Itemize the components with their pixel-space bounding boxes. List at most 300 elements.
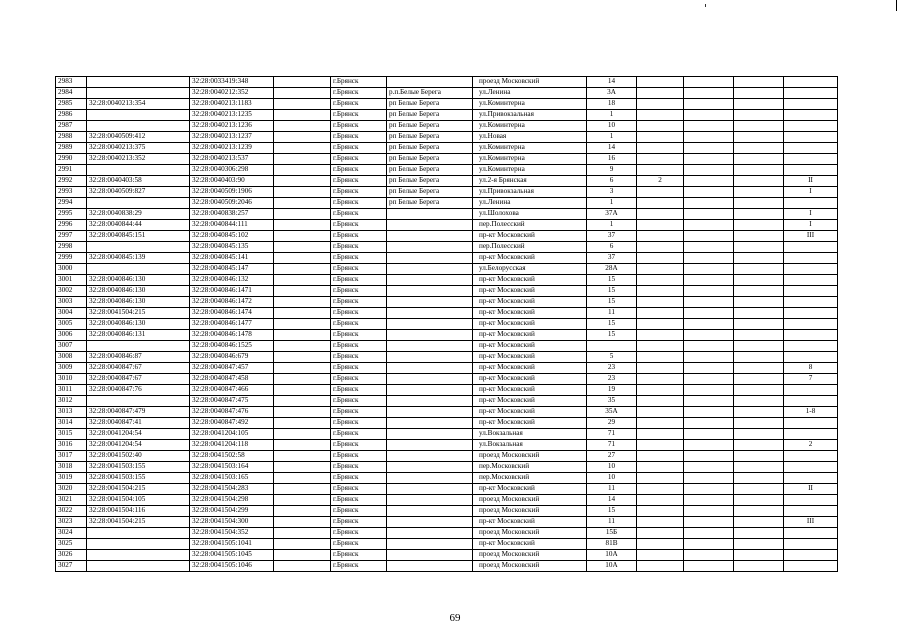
building-cadastral-number-cell: 32:28:0041503:164: [190, 462, 274, 473]
land-cadastral-number-cell: 32:28:0040846:130: [87, 286, 190, 297]
room-cell: [734, 374, 784, 385]
street-cell: пр-кт Московский: [473, 352, 587, 363]
apartment-cell: [684, 385, 734, 396]
building-cadastral-number-cell: 32:28:0040845:135: [190, 242, 274, 253]
settlement-cell: [387, 242, 473, 253]
building-cadastral-number-cell: 32:28:0040845:147: [190, 264, 274, 275]
extra-designation-cell: [784, 341, 838, 352]
room-cell: [734, 110, 784, 121]
room-cell: [734, 209, 784, 220]
city-cell: г.Брянск: [331, 154, 387, 165]
apartment-cell: [684, 110, 734, 121]
building-cadastral-number-cell: 32:28:0040509:2046: [190, 198, 274, 209]
building-cell: [637, 253, 684, 264]
settlement-cell: [387, 209, 473, 220]
settlement-cell: [387, 550, 473, 561]
blank-column-cell: [274, 319, 331, 330]
building-cadastral-number-cell: 32:28:0040846:1478: [190, 330, 274, 341]
apartment-cell: [684, 429, 734, 440]
blank-column-cell: [274, 297, 331, 308]
city-cell: г.Брянск: [331, 220, 387, 231]
row-number-cell: 2983: [56, 77, 87, 88]
extra-designation-cell: [784, 297, 838, 308]
apartment-cell: [684, 253, 734, 264]
street-cell: ул.Коминтерна: [473, 165, 587, 176]
blank-column-cell: [274, 440, 331, 451]
row-number-cell: 2985: [56, 99, 87, 110]
extra-designation-cell: [784, 154, 838, 165]
table-row: [56, 165, 838, 176]
building-cadastral-number-cell: 32:28:0040846:1471: [190, 286, 274, 297]
street-cell: пр-кт Московский: [473, 319, 587, 330]
street-cell: ул.Коминтерна: [473, 99, 587, 110]
building-cell: [637, 539, 684, 550]
extra-designation-cell: [784, 396, 838, 407]
extra-designation-cell: I: [784, 220, 838, 231]
extra-designation-cell: [784, 121, 838, 132]
city-cell: г.Брянск: [331, 473, 387, 484]
apartment-cell: [684, 264, 734, 275]
building-cell: [637, 99, 684, 110]
blank-column-cell: [274, 473, 331, 484]
table-row: [56, 209, 838, 220]
house-number-cell: 15: [587, 506, 637, 517]
registry-table: [55, 76, 838, 572]
row-number-cell: 3023: [56, 517, 87, 528]
land-cadastral-number-cell: 32:28:0041504:215: [87, 308, 190, 319]
settlement-cell: [387, 396, 473, 407]
land-cadastral-number-cell: [87, 88, 190, 99]
row-number-cell: 3026: [56, 550, 87, 561]
apartment-cell: [684, 308, 734, 319]
extra-designation-cell: [784, 132, 838, 143]
blank-column-cell: [274, 286, 331, 297]
blank-column-cell: [274, 374, 331, 385]
room-cell: [734, 275, 784, 286]
settlement-cell: [387, 275, 473, 286]
apartment-cell: [684, 275, 734, 286]
city-cell: г.Брянск: [331, 132, 387, 143]
table-row: [56, 418, 838, 429]
building-cell: [637, 165, 684, 176]
room-cell: [734, 418, 784, 429]
house-number-cell: 29: [587, 418, 637, 429]
building-cadastral-number-cell: 32:28:0041204:105: [190, 429, 274, 440]
building-cell: [637, 407, 684, 418]
land-cadastral-number-cell: 32:28:0040847:67: [87, 363, 190, 374]
house-number-cell: 27: [587, 451, 637, 462]
blank-column-cell: [274, 220, 331, 231]
table-row: [56, 319, 838, 330]
apartment-cell: [684, 88, 734, 99]
settlement-cell: р.п.Белые Берега: [387, 88, 473, 99]
row-number-cell: 2990: [56, 154, 87, 165]
city-cell: г.Брянск: [331, 110, 387, 121]
street-cell: ул.Белорусская: [473, 264, 587, 275]
room-cell: [734, 462, 784, 473]
table-row: [56, 484, 838, 495]
apartment-cell: [684, 528, 734, 539]
building-cell: [637, 506, 684, 517]
extra-designation-cell: I: [784, 209, 838, 220]
house-number-cell: 10: [587, 473, 637, 484]
house-number-cell: 1: [587, 110, 637, 121]
city-cell: г.Брянск: [331, 341, 387, 352]
extra-designation-cell: [784, 308, 838, 319]
room-cell: [734, 253, 784, 264]
city-cell: г.Брянск: [331, 484, 387, 495]
apartment-cell: [684, 495, 734, 506]
city-cell: г.Брянск: [331, 418, 387, 429]
extra-designation-cell: [784, 143, 838, 154]
city-cell: г.Брянск: [331, 561, 387, 572]
city-cell: г.Брянск: [331, 198, 387, 209]
room-cell: [734, 495, 784, 506]
row-number-cell: 3016: [56, 440, 87, 451]
blank-column-cell: [274, 154, 331, 165]
extra-designation-cell: [784, 473, 838, 484]
row-number-cell: 3005: [56, 319, 87, 330]
settlement-cell: [387, 440, 473, 451]
house-number-cell: 6: [587, 176, 637, 187]
table-row: [56, 275, 838, 286]
building-cell: [637, 121, 684, 132]
house-number-cell: 37А: [587, 209, 637, 220]
apartment-cell: [684, 451, 734, 462]
table-row: [56, 154, 838, 165]
extra-designation-cell: [784, 550, 838, 561]
street-cell: пр-кт Московский: [473, 418, 587, 429]
room-cell: [734, 231, 784, 242]
settlement-cell: [387, 561, 473, 572]
table-row: [56, 462, 838, 473]
building-cadastral-number-cell: 32:28:0040847:457: [190, 363, 274, 374]
city-cell: г.Брянск: [331, 209, 387, 220]
room-cell: [734, 187, 784, 198]
row-number-cell: 2995: [56, 209, 87, 220]
house-number-cell: 5: [587, 352, 637, 363]
blank-column-cell: [274, 352, 331, 363]
settlement-cell: рп Белые Берега: [387, 132, 473, 143]
house-number-cell: 3: [587, 187, 637, 198]
building-cell: [637, 517, 684, 528]
land-cadastral-number-cell: [87, 242, 190, 253]
settlement-cell: [387, 330, 473, 341]
building-cell: [637, 154, 684, 165]
scan-edge-mark: [896, 0, 897, 11]
city-cell: г.Брянск: [331, 88, 387, 99]
apartment-cell: [684, 99, 734, 110]
blank-column-cell: [274, 341, 331, 352]
house-number-cell: 19: [587, 385, 637, 396]
blank-column-cell: [274, 429, 331, 440]
table-row: [56, 385, 838, 396]
city-cell: г.Брянск: [331, 286, 387, 297]
room-cell: [734, 341, 784, 352]
house-number-cell: 71: [587, 440, 637, 451]
building-cadastral-number-cell: 32:28:0041503:165: [190, 473, 274, 484]
land-cadastral-number-cell: 32:28:0040845:151: [87, 231, 190, 242]
row-number-cell: 3007: [56, 341, 87, 352]
building-cadastral-number-cell: 32:28:0040213:1239: [190, 143, 274, 154]
apartment-cell: [684, 506, 734, 517]
extra-designation-cell: [784, 99, 838, 110]
row-number-cell: 3010: [56, 374, 87, 385]
settlement-cell: рп Белые Берега: [387, 187, 473, 198]
room-cell: [734, 99, 784, 110]
blank-column-cell: [274, 132, 331, 143]
extra-designation-cell: III: [784, 517, 838, 528]
row-number-cell: 3002: [56, 286, 87, 297]
building-cell: [637, 396, 684, 407]
settlement-cell: [387, 374, 473, 385]
room-cell: [734, 363, 784, 374]
row-number-cell: 3003: [56, 297, 87, 308]
street-cell: пр-кт Московский: [473, 374, 587, 385]
extra-designation-cell: II: [784, 176, 838, 187]
house-number-cell: 6: [587, 242, 637, 253]
building-cadastral-number-cell: 32:28:0041504:299: [190, 506, 274, 517]
extra-designation-cell: III: [784, 231, 838, 242]
blank-column-cell: [274, 451, 331, 462]
extra-designation-cell: [784, 275, 838, 286]
building-cadastral-number-cell: 32:28:0040845:102: [190, 231, 274, 242]
building-cell: [637, 297, 684, 308]
building-cell: [637, 319, 684, 330]
room-cell: [734, 407, 784, 418]
city-cell: г.Брянск: [331, 429, 387, 440]
extra-designation-cell: [784, 462, 838, 473]
building-cell: [637, 341, 684, 352]
blank-column-cell: [274, 561, 331, 572]
row-number-cell: 3019: [56, 473, 87, 484]
house-number-cell: 18: [587, 99, 637, 110]
blank-column-cell: [274, 462, 331, 473]
scan-dust-mark: [705, 4, 706, 7]
room-cell: [734, 517, 784, 528]
land-cadastral-number-cell: [87, 77, 190, 88]
street-cell: пер.Полесский: [473, 220, 587, 231]
building-cell: [637, 220, 684, 231]
extra-designation-cell: I: [784, 187, 838, 198]
apartment-cell: [684, 319, 734, 330]
settlement-cell: рп Белые Берега: [387, 110, 473, 121]
table-row: [56, 374, 838, 385]
building-cadastral-number-cell: 32:28:0041504:283: [190, 484, 274, 495]
street-cell: ул.Привокзальная: [473, 110, 587, 121]
building-cell: [637, 528, 684, 539]
street-cell: пер.Полесский: [473, 242, 587, 253]
apartment-cell: [684, 187, 734, 198]
street-cell: проезд Московский: [473, 451, 587, 462]
apartment-cell: [684, 165, 734, 176]
table-row: [56, 286, 838, 297]
house-number-cell: 35: [587, 396, 637, 407]
land-cadastral-number-cell: 32:28:0040847:479: [87, 407, 190, 418]
settlement-cell: [387, 352, 473, 363]
city-cell: г.Брянск: [331, 264, 387, 275]
settlement-cell: [387, 341, 473, 352]
land-cadastral-number-cell: 32:28:0040838:29: [87, 209, 190, 220]
table-row: [56, 143, 838, 154]
house-number-cell: 15: [587, 297, 637, 308]
apartment-cell: [684, 209, 734, 220]
apartment-cell: [684, 143, 734, 154]
land-cadastral-number-cell: 32:28:0040846:130: [87, 297, 190, 308]
land-cadastral-number-cell: 32:28:0040845:139: [87, 253, 190, 264]
room-cell: [734, 176, 784, 187]
page-number: 69: [449, 612, 461, 624]
blank-column-cell: [274, 363, 331, 374]
row-number-cell: 3018: [56, 462, 87, 473]
land-cadastral-number-cell: 32:28:0041504:105: [87, 495, 190, 506]
land-cadastral-number-cell: 32:28:0040509:827: [87, 187, 190, 198]
row-number-cell: 2992: [56, 176, 87, 187]
table-row: [56, 473, 838, 484]
settlement-cell: [387, 462, 473, 473]
building-cell: [637, 286, 684, 297]
city-cell: г.Брянск: [331, 451, 387, 462]
room-cell: [734, 165, 784, 176]
row-number-cell: 2984: [56, 88, 87, 99]
building-cell: [637, 110, 684, 121]
table-row: [56, 539, 838, 550]
land-cadastral-number-cell: 32:28:0041503:155: [87, 473, 190, 484]
street-cell: пр-кт Московский: [473, 308, 587, 319]
city-cell: г.Брянск: [331, 77, 387, 88]
apartment-cell: [684, 286, 734, 297]
street-cell: ул.2-я Брянская: [473, 176, 587, 187]
building-cadastral-number-cell: 32:28:0040846:1474: [190, 308, 274, 319]
house-number-cell: 15Б: [587, 528, 637, 539]
street-cell: пр-кт Московский: [473, 396, 587, 407]
city-cell: г.Брянск: [331, 308, 387, 319]
settlement-cell: рп Белые Берега: [387, 165, 473, 176]
house-number-cell: 37: [587, 231, 637, 242]
extra-designation-cell: 1-8: [784, 407, 838, 418]
row-number-cell: 3017: [56, 451, 87, 462]
row-number-cell: 2999: [56, 253, 87, 264]
table-row: [56, 231, 838, 242]
house-number-cell: 14: [587, 495, 637, 506]
house-number-cell: 15: [587, 330, 637, 341]
blank-column-cell: [274, 275, 331, 286]
extra-designation-cell: [784, 385, 838, 396]
extra-designation-cell: [784, 561, 838, 572]
room-cell: [734, 385, 784, 396]
city-cell: г.Брянск: [331, 396, 387, 407]
building-cadastral-number-cell: 32:28:0040213:537: [190, 154, 274, 165]
city-cell: г.Брянск: [331, 495, 387, 506]
blank-column-cell: [274, 495, 331, 506]
city-cell: г.Брянск: [331, 176, 387, 187]
extra-designation-cell: [784, 495, 838, 506]
blank-column-cell: [274, 484, 331, 495]
city-cell: г.Брянск: [331, 374, 387, 385]
table-row: [56, 506, 838, 517]
extra-designation-cell: [784, 242, 838, 253]
street-cell: ул.Новая: [473, 132, 587, 143]
extra-designation-cell: [784, 418, 838, 429]
house-number-cell: 15: [587, 275, 637, 286]
city-cell: г.Брянск: [331, 165, 387, 176]
house-number-cell: 35А: [587, 407, 637, 418]
building-cadastral-number-cell: 32:28:0041504:300: [190, 517, 274, 528]
extra-designation-cell: 7: [784, 374, 838, 385]
extra-designation-cell: [784, 264, 838, 275]
room-cell: [734, 77, 784, 88]
table-row: [56, 396, 838, 407]
table-row: [56, 220, 838, 231]
blank-column-cell: [274, 330, 331, 341]
building-cadastral-number-cell: 32:28:0040846:1525: [190, 341, 274, 352]
house-number-cell: 11: [587, 517, 637, 528]
row-number-cell: 2994: [56, 198, 87, 209]
table-row: [56, 297, 838, 308]
apartment-cell: [684, 77, 734, 88]
building-cell: [637, 352, 684, 363]
apartment-cell: [684, 231, 734, 242]
row-number-cell: 2998: [56, 242, 87, 253]
land-cadastral-number-cell: [87, 110, 190, 121]
room-cell: [734, 143, 784, 154]
extra-designation-cell: [784, 77, 838, 88]
settlement-cell: [387, 297, 473, 308]
blank-column-cell: [274, 418, 331, 429]
table-row: [56, 308, 838, 319]
settlement-cell: рп Белые Берега: [387, 176, 473, 187]
building-cadastral-number-cell: 32:28:0040509:1906: [190, 187, 274, 198]
room-cell: [734, 286, 784, 297]
building-cadastral-number-cell: 32:28:0040213:1237: [190, 132, 274, 143]
land-cadastral-number-cell: 32:28:0040213:375: [87, 143, 190, 154]
building-cadastral-number-cell: 32:28:0040845:141: [190, 253, 274, 264]
street-cell: ул.Ленина: [473, 88, 587, 99]
table-row: [56, 110, 838, 121]
settlement-cell: рп Белые Берега: [387, 121, 473, 132]
land-cadastral-number-cell: 32:28:0040844:44: [87, 220, 190, 231]
blank-column-cell: [274, 99, 331, 110]
blank-column-cell: [274, 231, 331, 242]
land-cadastral-number-cell: 32:28:0041204:54: [87, 440, 190, 451]
building-cadastral-number-cell: 32:28:0040213:1236: [190, 121, 274, 132]
row-number-cell: 2991: [56, 165, 87, 176]
row-number-cell: 3011: [56, 385, 87, 396]
city-cell: г.Брянск: [331, 99, 387, 110]
street-cell: пр-кт Московский: [473, 286, 587, 297]
land-cadastral-number-cell: 32:28:0040846:131: [87, 330, 190, 341]
building-cell: [637, 242, 684, 253]
room-cell: [734, 550, 784, 561]
building-cadastral-number-cell: 32:28:0040213:1235: [190, 110, 274, 121]
row-number-cell: 3013: [56, 407, 87, 418]
building-cadastral-number-cell: 32:28:0040847:475: [190, 396, 274, 407]
land-cadastral-number-cell: 32:28:0040213:352: [87, 154, 190, 165]
settlement-cell: рп Белые Берега: [387, 198, 473, 209]
row-number-cell: 3022: [56, 506, 87, 517]
house-number-cell: 1: [587, 132, 637, 143]
table-row: [56, 550, 838, 561]
building-cadastral-number-cell: 32:28:0033419:348: [190, 77, 274, 88]
table-row: [56, 440, 838, 451]
room-cell: [734, 88, 784, 99]
table-row: [56, 132, 838, 143]
extra-designation-cell: 8: [784, 363, 838, 374]
blank-column-cell: [274, 550, 331, 561]
blank-column-cell: [274, 396, 331, 407]
street-cell: пер.Московский: [473, 473, 587, 484]
land-cadastral-number-cell: 32:28:0040213:354: [87, 99, 190, 110]
